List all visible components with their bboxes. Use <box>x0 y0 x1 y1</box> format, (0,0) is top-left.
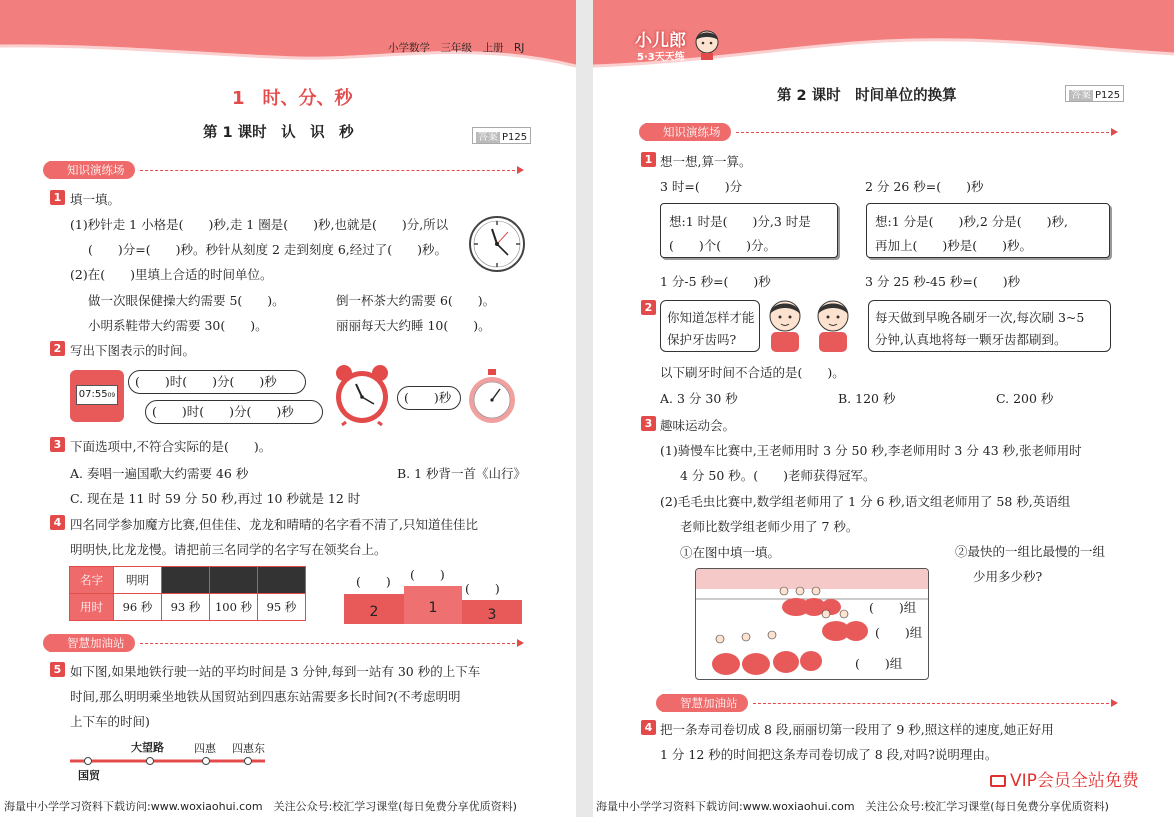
podium-second: 2 <box>344 594 404 624</box>
left-page <box>0 0 576 817</box>
table-cell: 93 秒 <box>162 594 210 621</box>
question-text: 老师比数学组老师少用了 7 秒。 <box>680 519 859 534</box>
option-c: C. 现在是 11 时 59 分 50 秒,再过 10 秒就是 12 时 <box>70 491 361 506</box>
arrow-icon <box>517 166 524 174</box>
question-title: 填一填。 <box>70 192 121 207</box>
question-text: 明明快,比龙龙慢。请把前三名同学的名字写在领奖台上。 <box>70 542 387 557</box>
question-text: ( )分=( )秒。秒针从刻度 2 走到刻度 6,经过了( )秒。 <box>88 242 448 257</box>
hint-box <box>660 203 838 258</box>
podium-third: 3 <box>462 600 522 624</box>
answer-page: P125 <box>1095 90 1121 101</box>
digital-seconds: 09 <box>107 392 116 399</box>
answer-bubble[interactable]: ( )秒 <box>397 386 461 410</box>
lesson-title: 第 1 课时 认 识 秒 <box>203 125 354 141</box>
blurred-name <box>162 567 210 594</box>
question-text: 上下车的时间) <box>70 714 150 729</box>
option-a: A. 3 分 30 秒 <box>660 391 738 406</box>
brand-subtitle: 5·3天天练 <box>637 52 685 63</box>
question-number: 4 <box>641 720 656 735</box>
answer-reference[interactable] <box>1065 85 1124 102</box>
blurred-name <box>258 567 306 594</box>
table-row <box>70 567 306 594</box>
question-text: (2)毛毛虫比赛中,数学组老师用了 1 分 6 秒,语文组老师用了 58 秒,英语组 <box>660 494 1071 509</box>
question-number: 1 <box>641 152 656 167</box>
vip-label: VIP会员全站免费 <box>1010 771 1139 791</box>
subway-line-map <box>70 756 270 766</box>
children-illustration <box>763 296 863 354</box>
question-text: 倒一杯茶大约需要 6( )。 <box>336 293 496 308</box>
question-number: 2 <box>50 341 65 356</box>
question-text: 四名同学参加魔方比赛,但佳佳、龙龙和晴晴的名字看不清了,只知道佳佳比 <box>70 517 478 532</box>
question-title: 下面选项中,不符合实际的是( )。 <box>70 439 272 454</box>
question-text: 如下图,如果地铁行驶一站的平均时间是 3 分钟,每到一站有 30 秒的上下车 <box>70 664 481 679</box>
table-cell: 95 秒 <box>258 594 306 621</box>
page-footer: 海量中小学学习资料下载访问:www.woxiaohui.com 关注公众号:校汇学习课堂(每日免费分享优质资料) <box>4 800 517 813</box>
table-cell: 100 秒 <box>210 594 258 621</box>
question-text: 1 分 12 秒的时间把这条寿司卷切成了 8 段,对吗?说明理由。 <box>660 747 998 762</box>
sub-question: ②最快的一组比最慢的一组 <box>955 544 1106 559</box>
question-title: 趣味运动会。 <box>660 418 736 433</box>
group-blank[interactable]: ( )组 <box>869 600 917 615</box>
question-number: 5 <box>50 662 65 677</box>
divider <box>753 703 1109 704</box>
blurred-name <box>210 567 258 594</box>
header-info: 小学数学 三年级 上册 RJ <box>388 42 525 54</box>
hint-text: ( )个( )分。 <box>669 238 777 253</box>
speech-bubble <box>868 300 1111 352</box>
question-text: 小明系鞋带大约需要 30( )。 <box>88 318 268 333</box>
option-c: C. 200 秒 <box>996 391 1054 406</box>
divider <box>140 170 515 171</box>
equation: 3 分 25 秒-45 秒=( )秒 <box>865 274 1021 289</box>
section-tag-practice: 知识演练场 <box>645 123 731 141</box>
podium-blank[interactable]: ( ) <box>410 567 445 582</box>
unit-title: 1 时、分、秒 <box>232 88 353 109</box>
group-blank[interactable]: ( )组 <box>855 656 903 671</box>
question-text: 做一次眼保健操大约需要 5( )。 <box>88 293 285 308</box>
podium-first: 1 <box>404 586 462 624</box>
table-cell: 明明 <box>114 567 162 594</box>
question-text: (1)秒针走 1 小格是( )秒,走 1 圈是( )秒,也就是( )分,所以 <box>70 217 449 232</box>
speech-bubble <box>660 300 760 352</box>
podium-blank[interactable]: ( ) <box>356 574 391 589</box>
podium-blank[interactable]: ( ) <box>465 581 500 596</box>
question-text: 把一条寿司卷切成 8 段,丽丽切第一段用了 9 秒,照这样的速度,她正好用 <box>660 722 1054 737</box>
bubble-text: 保护牙齿吗? <box>667 332 737 347</box>
question-text: 以下刷牙时间不合适的是( )。 <box>660 365 845 380</box>
mascot-icon <box>693 28 721 60</box>
right-page <box>593 0 1174 817</box>
sub-question: 少用多少秒? <box>973 569 1043 584</box>
equation: 2 分 26 秒=( )秒 <box>865 179 984 194</box>
lesson-title: 第 2 课时 时间单位的换算 <box>777 88 957 104</box>
vip-badge[interactable] <box>986 765 1143 792</box>
question-number: 2 <box>641 300 656 315</box>
option-b: B. 1 秒背一首《山行》 <box>397 466 527 481</box>
digital-time: 07:55 <box>78 389 108 400</box>
table-cell: 96 秒 <box>114 594 162 621</box>
clock-icon <box>468 215 526 273</box>
station-label: 国贸 <box>78 769 100 782</box>
diamond-icon <box>990 775 1006 787</box>
question-number: 3 <box>50 437 65 452</box>
alarm-clock-icon <box>332 364 392 426</box>
hint-text: 想:1 分是( )秒,2 分是( )秒, <box>875 214 1069 229</box>
hint-text: 想:1 时是( )分,3 时是 <box>669 214 811 229</box>
question-text: (1)骑慢车比赛中,王老师用时 3 分 50 秒,李老师用时 3 分 43 秒,张老师用时 <box>660 443 1082 458</box>
sub-question: ①在图中填一填。 <box>680 545 781 560</box>
section-tag-challenge: 智慧加油站 <box>662 694 748 712</box>
arrow-icon <box>1111 128 1118 136</box>
divider <box>140 643 515 644</box>
question-text: (2)在( )里填上合适的时间单位。 <box>70 267 273 282</box>
page-footer: 海量中小学学习资料下载访问:www.woxiaohui.com 关注公众号:校汇学习课堂(每日免费分享优质资料) <box>596 800 1109 813</box>
results-table <box>69 566 306 621</box>
answer-tag: 答案 <box>1071 90 1091 101</box>
digital-watch-icon <box>70 370 124 422</box>
answer-tag: 答案 <box>478 132 498 143</box>
station-label: 大望路 <box>131 741 164 754</box>
question-number: 4 <box>50 515 65 530</box>
option-b: B. 120 秒 <box>838 391 896 406</box>
question-title: 写出下图表示的时间。 <box>70 343 196 358</box>
arrow-icon <box>517 639 524 647</box>
bubble-text: 你知道怎样才能 <box>667 310 755 325</box>
hint-box <box>866 203 1110 258</box>
divider <box>736 132 1109 133</box>
question-number: 3 <box>641 416 656 431</box>
answer-page: P125 <box>502 132 528 143</box>
stopwatch-icon <box>466 369 518 425</box>
section-tag-practice: 知识演练场 <box>49 161 135 179</box>
hint-text: 再加上( )秒是( )秒。 <box>875 238 1033 253</box>
group-blank[interactable]: ( )组 <box>875 625 923 640</box>
question-text: 4 分 50 秒。( )老师获得冠军。 <box>680 468 876 483</box>
table-header: 用时 <box>70 594 114 621</box>
table-header: 名字 <box>70 567 114 594</box>
option-a: A. 奏唱一遍国歌大约需要 46 秒 <box>70 466 249 481</box>
question-number: 1 <box>50 190 65 205</box>
bubble-text: 每天做到早晚各刷牙一次,每次刷 3~5 <box>875 310 1085 325</box>
station-label: 四惠东 <box>232 742 265 755</box>
section-tag-challenge: 智慧加油站 <box>49 634 135 652</box>
equation: 1 分-5 秒=( )秒 <box>660 274 771 289</box>
brand-logo: 小儿郎 <box>635 31 686 51</box>
bubble-text: 分钟,认真地将每一颗牙齿都刷到。 <box>875 332 1067 347</box>
answer-bubble[interactable]: ( )时( )分( )秒 <box>128 370 306 394</box>
arrow-icon <box>1111 699 1118 707</box>
table-row <box>70 594 306 621</box>
answer-bubble[interactable]: ( )时( )分( )秒 <box>145 400 323 424</box>
station-label: 四惠 <box>194 742 216 755</box>
question-text: 丽丽每天大约睡 10( )。 <box>336 318 491 333</box>
question-text: 时间,那么明明乘坐地铁从国贸站到四惠东站需要多长时间?(不考虑明明 <box>70 689 461 704</box>
answer-reference[interactable] <box>472 127 531 144</box>
question-title: 想一想,算一算。 <box>660 154 752 169</box>
equation: 3 时=( )分 <box>660 179 743 194</box>
